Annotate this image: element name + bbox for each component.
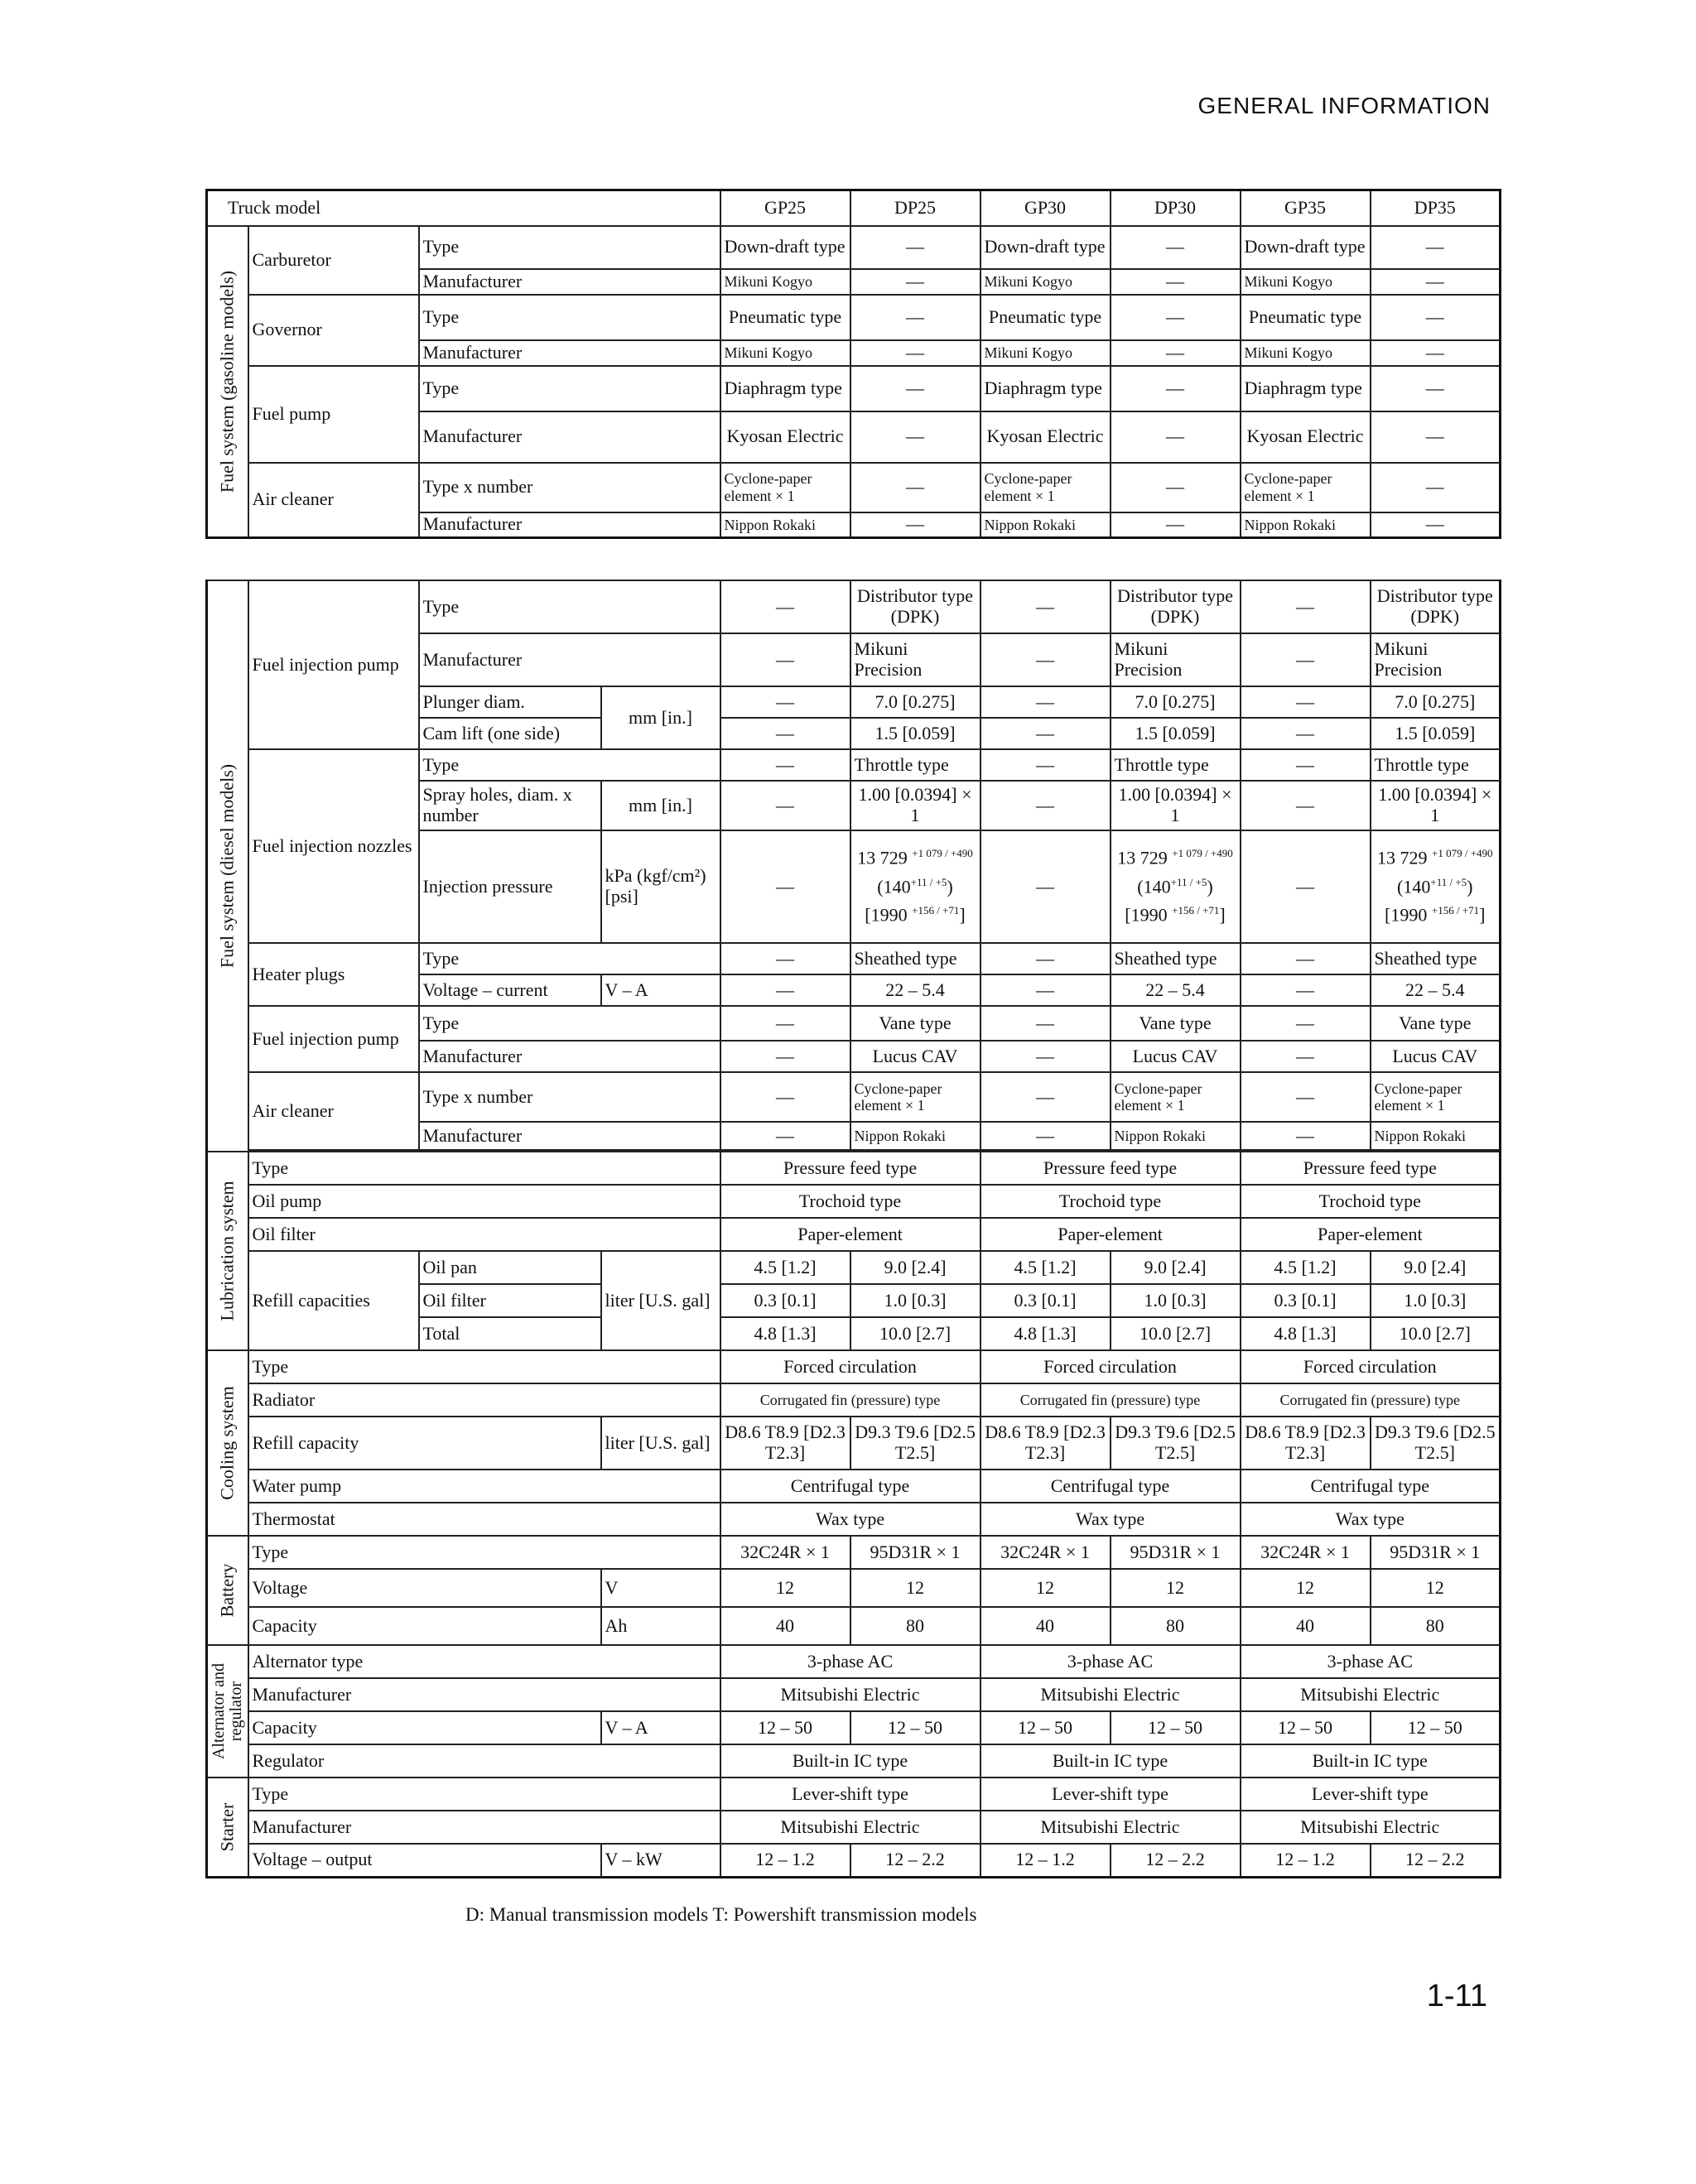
oil-pan-label: Oil pan [419, 1251, 601, 1284]
dash: — [1111, 512, 1241, 538]
starter-type-30: Lever-shift type [980, 1778, 1241, 1811]
dash: — [1111, 340, 1241, 366]
dp25-pressure: 13 729 $^{+1 079 / +490}$ $(140^{+11 / +5})$ [1990 $^{+156 / +71}$] [850, 830, 980, 943]
alt-mfr-label: Manufacturer [248, 1678, 720, 1711]
dash: — [1371, 269, 1501, 295]
dash: — [720, 781, 850, 830]
dash: — [720, 686, 850, 718]
carburetor-label: Carburetor [248, 226, 419, 295]
thermostat-label: Thermostat [248, 1503, 720, 1536]
dash: — [1371, 463, 1501, 512]
model-gp25: GP25 [720, 190, 850, 226]
page-header: GENERAL INFORMATION [1197, 93, 1491, 118]
cleaner-mfr-label: Manufacturer [419, 512, 720, 538]
starter-mfr-label: Manufacturer [248, 1811, 720, 1844]
gp35-cleaner-type: Cyclone-paper element × 1 [1241, 463, 1371, 512]
gp35-carb-type: Down-draft type [1241, 226, 1371, 269]
alt-va-unit: V – A [601, 1711, 720, 1744]
regulator-35: Built-in IC type [1241, 1744, 1501, 1778]
model-gp35: GP35 [1241, 190, 1371, 226]
dp35-plunger: 7.0 [0.275] [1371, 686, 1501, 718]
dp35-ah: 80 [1371, 1607, 1501, 1645]
dash: — [1111, 226, 1241, 269]
starter-type-35: Lever-shift type [1241, 1778, 1501, 1811]
dash: — [1371, 340, 1501, 366]
model-gp30: GP30 [980, 190, 1111, 226]
gp35-pump-type: Diaphragm type [1241, 366, 1371, 411]
refill-label: Refill capacities [248, 1251, 419, 1350]
dp25-total: 10.0 [2.7] [850, 1317, 980, 1350]
inj-pressure-label: Injection pressure [419, 830, 601, 943]
cooling-refill-label: Refill capacity [248, 1417, 601, 1470]
battery-voltage-label: Voltage [248, 1569, 601, 1607]
dash: — [1241, 943, 1371, 974]
gp30-cleaner-mfr: Nippon Rokaki [980, 512, 1111, 538]
dp35-cam: 1.5 [0.059] [1371, 718, 1501, 749]
dp30-oil-pan: 9.0 [2.4] [1111, 1251, 1241, 1284]
dp25-plunger: 7.0 [0.275] [850, 686, 980, 718]
oil-filter-label: Oil filter [248, 1218, 720, 1251]
dp25-heater-type: Sheathed type [850, 943, 980, 974]
dash: — [980, 974, 1111, 1006]
dash: — [980, 580, 1111, 633]
dash: — [1241, 749, 1371, 781]
dp25-pump-type: Distributor type (DPK) [850, 580, 980, 633]
dash: — [1111, 366, 1241, 411]
dash: — [720, 718, 850, 749]
alt-mfr-30: Mitsubishi Electric [980, 1678, 1241, 1711]
gp25-output: 12 – 1.2 [720, 1844, 850, 1877]
thermostat-30: Wax type [980, 1503, 1241, 1536]
gp35-oil-pan: 4.5 [1.2] [1241, 1251, 1371, 1284]
dp30-oil-filter: 1.0 [0.3] [1111, 1284, 1241, 1317]
water-pump-35: Centrifugal type [1241, 1470, 1501, 1503]
inj-pump-type-label: Type [419, 580, 720, 633]
gp35-gov-type: Pneumatic type [1241, 295, 1371, 340]
gp25-ah: 40 [720, 1607, 850, 1645]
dash: — [980, 943, 1111, 974]
battery-capacity-label: Capacity [248, 1607, 601, 1645]
injection-pump2-label: Fuel injection pump [248, 1006, 419, 1072]
dp25-pump2-mfr: Lucus CAV [850, 1041, 980, 1072]
va-unit: V – A [601, 974, 720, 1006]
dash: — [850, 269, 980, 295]
water-pump-25: Centrifugal type [720, 1470, 980, 1503]
gp25-carb-type: Down-draft type [720, 226, 850, 269]
cooling-type-25: Forced circulation [720, 1350, 980, 1383]
truck-model-label: Truck model [207, 190, 720, 226]
dp25-coolant: D9.3 T9.6 [D2.5 T2.5] [850, 1417, 980, 1470]
model-dp30: DP30 [1111, 190, 1241, 226]
battery-type-label: Type [248, 1536, 720, 1569]
dash: — [1111, 411, 1241, 463]
starter-type-label: Type [248, 1778, 720, 1811]
dp30-total: 10.0 [2.7] [1111, 1317, 1241, 1350]
pump-type-label: Type [419, 366, 720, 411]
gp35-pump-mfr: Kyosan Electric [1241, 411, 1371, 463]
dp25-oil-filter: 1.0 [0.3] [850, 1284, 980, 1317]
section-alternator: Alternator and regulator [207, 1645, 248, 1778]
diesel-cleaner-mfr-label: Manufacturer [419, 1122, 720, 1150]
dp25-output: 12 – 2.2 [850, 1844, 980, 1877]
dp25-spray: 1.00 [0.0394] × 1 [850, 781, 980, 830]
cooling-type-label: Type [248, 1350, 720, 1383]
dp30-coolant: D9.3 T9.6 [D2.5 T2.5] [1111, 1417, 1241, 1470]
gp25-pump-mfr: Kyosan Electric [720, 411, 850, 463]
dp25-pump2-type: Vane type [850, 1006, 980, 1041]
oil-filter-35: Paper-element [1241, 1218, 1501, 1251]
oil-filter-30: Paper-element [980, 1218, 1241, 1251]
spray-label: Spray holes, diam. x number [419, 781, 601, 830]
gp25-total: 4.8 [1.3] [720, 1317, 850, 1350]
heater-type-label: Type [419, 943, 720, 974]
gp30-alt-cap: 12 – 50 [980, 1711, 1111, 1744]
gp30-pump-type: Diaphragm type [980, 366, 1111, 411]
gp30-oil-filter: 0.3 [0.1] [980, 1284, 1111, 1317]
starter-type-25: Lever-shift type [720, 1778, 980, 1811]
dash: — [1241, 1041, 1371, 1072]
gp-dp25-lube-type: Pressure feed type [720, 1152, 980, 1185]
dp25-cleaner-type: Cyclone-paper element × 1 [850, 1072, 980, 1122]
dash: — [720, 633, 850, 686]
gp30-gov-type: Pneumatic type [980, 295, 1111, 340]
model-dp25: DP25 [850, 190, 980, 226]
dp35-spray: 1.00 [0.0394] × 1 [1371, 781, 1501, 830]
v-unit: V [601, 1569, 720, 1607]
dp25-cleaner-mfr: Nippon Rokaki [850, 1122, 980, 1150]
dp35-voltage: 12 [1371, 1569, 1501, 1607]
pump2-mfr-label: Manufacturer [419, 1041, 720, 1072]
cooling-type-35: Forced circulation [1241, 1350, 1501, 1383]
ah-unit: Ah [601, 1607, 720, 1645]
dash: — [1241, 580, 1371, 633]
dash: — [720, 580, 850, 633]
gp30-coolant: D8.6 T8.9 [D2.3 T2.3] [980, 1417, 1111, 1470]
oil-pump-25: Trochoid type [720, 1185, 980, 1218]
dp30-voltage: 12 [1111, 1569, 1241, 1607]
dash: — [720, 1072, 850, 1122]
dash: — [1111, 269, 1241, 295]
dp35-heater-type: Sheathed type [1371, 943, 1501, 974]
dp35-oil-filter: 1.0 [0.3] [1371, 1284, 1501, 1317]
dp35-cleaner-type: Cyclone-paper element × 1 [1371, 1072, 1501, 1122]
gp35-oil-filter: 0.3 [0.1] [1241, 1284, 1371, 1317]
dash: — [1241, 633, 1371, 686]
nozzles-label: Fuel injection nozzles [248, 749, 419, 943]
alt-type-35: 3-phase AC [1241, 1645, 1501, 1678]
dp25-pump-mfr: Mikuni Precision [850, 633, 980, 686]
dp30-ah: 80 [1111, 1607, 1241, 1645]
plunger-label: Plunger diam. [419, 686, 601, 718]
gp25-oil-filter: 0.3 [0.1] [720, 1284, 850, 1317]
vkw-unit: V – kW [601, 1844, 720, 1877]
oil-pump-label: Oil pump [248, 1185, 720, 1218]
gp35-cleaner-mfr: Nippon Rokaki [1241, 512, 1371, 538]
section-lubrication: Lubrication system [207, 1152, 248, 1350]
injection-pump-label: Fuel injection pump [248, 580, 419, 749]
dash: — [980, 781, 1111, 830]
starter-mfr-25: Mitsubishi Electric [720, 1811, 980, 1844]
gp25-cleaner-type: Cyclone-paper element × 1 [720, 463, 850, 512]
air-cleaner-label: Air cleaner [248, 463, 419, 538]
dash: — [850, 411, 980, 463]
gp35-output: 12 – 1.2 [1241, 1844, 1371, 1877]
section-fuel-diesel: Fuel system (diesel models) [207, 580, 248, 1152]
pump-mfr-label: Manufacturer [419, 411, 720, 463]
gp30-voltage: 12 [980, 1569, 1111, 1607]
dp30-pressure: 13 729 $^{+1 079 / +490}$ $(140^{+11 / +5})$ [1990 $^{+156 / +71}$] [1111, 830, 1241, 943]
model-dp35: DP35 [1371, 190, 1501, 226]
oil-filter2-label: Oil filter [419, 1284, 601, 1317]
dp25-oil-pan: 9.0 [2.4] [850, 1251, 980, 1284]
dash: — [720, 1041, 850, 1072]
alt-type-25: 3-phase AC [720, 1645, 980, 1678]
starter-mfr-30: Mitsubishi Electric [980, 1811, 1241, 1844]
page-number: 1-11 [1426, 1979, 1487, 2013]
dash: — [720, 830, 850, 943]
nozzle-type-label: Type [419, 749, 720, 781]
oil-filter-25: Paper-element [720, 1218, 980, 1251]
specifications-table-lower [205, 580, 1501, 1879]
gp35-ah: 40 [1241, 1607, 1371, 1645]
gp35-carb-mfr: Mikuni Kogyo [1241, 269, 1371, 295]
dash: — [980, 1041, 1111, 1072]
mm-unit-spray: mm [in.] [601, 781, 720, 830]
dash: — [980, 749, 1111, 781]
dp35-battery: 95D31R × 1 [1371, 1536, 1501, 1569]
dp25-heater-val: 22 – 5.4 [850, 974, 980, 1006]
section-cooling: Cooling system [207, 1350, 248, 1536]
alternator-type-label: Alternator type [248, 1645, 720, 1678]
gp25-carb-mfr: Mikuni Kogyo [720, 269, 850, 295]
alt-mfr-35: Mitsubishi Electric [1241, 1678, 1501, 1711]
dp35-heater-val: 22 – 5.4 [1371, 974, 1501, 1006]
dash: — [1111, 463, 1241, 512]
dp35-pressure: 13 729 $^{+1 079 / +490}$ $(140^{+11 / +5})$ [1990 $^{+156 / +71}$] [1371, 830, 1501, 943]
dp25-alt-cap: 12 – 50 [850, 1711, 980, 1744]
gp30-gov-mfr: Mikuni Kogyo [980, 340, 1111, 366]
gov-type-label: Type [419, 295, 720, 340]
dash: — [720, 749, 850, 781]
gp-dp35-lube-type: Pressure feed type [1241, 1152, 1501, 1185]
pump2-type-label: Type [419, 1006, 720, 1041]
dp30-plunger: 7.0 [0.275] [1111, 686, 1241, 718]
radiator-25: Corrugated fin (pressure) type [720, 1383, 980, 1417]
radiator-35: Corrugated fin (pressure) type [1241, 1383, 1501, 1417]
dp35-alt-cap: 12 – 50 [1371, 1711, 1501, 1744]
section-starter: Starter [207, 1778, 248, 1877]
gp35-alt-cap: 12 – 50 [1241, 1711, 1371, 1744]
dash: — [1371, 226, 1501, 269]
dp35-total: 10.0 [2.7] [1371, 1317, 1501, 1350]
gov-mfr-label: Manufacturer [419, 340, 720, 366]
dp30-cleaner-mfr: Nippon Rokaki [1111, 1122, 1241, 1150]
dash: — [850, 340, 980, 366]
cleaner-type-label: Type x number [419, 463, 720, 512]
dp25-ah: 80 [850, 1607, 980, 1645]
dash: — [1371, 411, 1501, 463]
diesel-air-cleaner-label: Air cleaner [248, 1072, 419, 1150]
diesel-cleaner-type-label: Type x number [419, 1072, 720, 1122]
cooling-liter-unit: liter [U.S. gal] [601, 1417, 720, 1470]
dp25-battery: 95D31R × 1 [850, 1536, 980, 1569]
gp25-cleaner-mfr: Nippon Rokaki [720, 512, 850, 538]
section-battery: Battery [207, 1536, 248, 1645]
dash: — [1241, 1122, 1371, 1150]
starter-mfr-35: Mitsubishi Electric [1241, 1811, 1501, 1844]
dash: — [850, 366, 980, 411]
dash: — [720, 1122, 850, 1150]
dp25-cam: 1.5 [0.059] [850, 718, 980, 749]
dash: — [1371, 512, 1501, 538]
lube-type-label: Type [248, 1152, 720, 1185]
total-label: Total [419, 1317, 601, 1350]
dash: — [1241, 781, 1371, 830]
pressure-unit: kPa (kgf/cm²) [psi] [601, 830, 720, 943]
carb-mfr-label: Manufacturer [419, 269, 720, 295]
dash: — [1241, 718, 1371, 749]
gp35-voltage: 12 [1241, 1569, 1371, 1607]
dp30-alt-cap: 12 – 50 [1111, 1711, 1241, 1744]
dash: — [980, 830, 1111, 943]
water-pump-label: Water pump [248, 1470, 720, 1503]
inj-pump-mfr-label: Manufacturer [419, 633, 720, 686]
dash: — [980, 1006, 1111, 1041]
dash: — [850, 226, 980, 269]
gp30-battery: 32C24R × 1 [980, 1536, 1111, 1569]
dash: — [850, 295, 980, 340]
dash: — [980, 686, 1111, 718]
heater-label: Heater plugs [248, 943, 419, 1006]
gp35-coolant: D8.6 T8.9 [D2.3 T2.3] [1241, 1417, 1371, 1470]
alt-type-30: 3-phase AC [980, 1645, 1241, 1678]
dp35-pump2-type: Vane type [1371, 1006, 1501, 1041]
dp30-pump2-mfr: Lucus CAV [1111, 1041, 1241, 1072]
radiator-30: Corrugated fin (pressure) type [980, 1383, 1241, 1417]
gp25-pump-type: Diaphragm type [720, 366, 850, 411]
dp30-heater-val: 22 – 5.4 [1111, 974, 1241, 1006]
dash: — [1241, 686, 1371, 718]
gp25-oil-pan: 4.5 [1.2] [720, 1251, 850, 1284]
regulator-30: Built-in IC type [980, 1744, 1241, 1778]
cooling-type-30: Forced circulation [980, 1350, 1241, 1383]
dash: — [1111, 295, 1241, 340]
dp30-cam: 1.5 [0.059] [1111, 718, 1241, 749]
dp30-pump-type: Distributor type (DPK) [1111, 580, 1241, 633]
dash: — [1241, 830, 1371, 943]
dp30-heater-type: Sheathed type [1111, 943, 1241, 974]
voltage-current-label: Voltage – current [419, 974, 601, 1006]
gp30-ah: 40 [980, 1607, 1111, 1645]
gp35-total: 4.8 [1.3] [1241, 1317, 1371, 1350]
carb-type-label: Type [419, 226, 720, 269]
dash: — [1241, 1006, 1371, 1041]
dp30-nozzle-type: Throttle type [1111, 749, 1241, 781]
specifications-table [205, 189, 1501, 539]
thermostat-25: Wax type [720, 1503, 980, 1536]
gp35-gov-mfr: Mikuni Kogyo [1241, 340, 1371, 366]
dash: — [980, 1072, 1111, 1122]
gp30-oil-pan: 4.5 [1.2] [980, 1251, 1111, 1284]
mm-unit: mm [in.] [601, 686, 720, 749]
dp30-cleaner-type: Cyclone-paper element × 1 [1111, 1072, 1241, 1122]
gp30-carb-mfr: Mikuni Kogyo [980, 269, 1111, 295]
dash: — [1241, 1072, 1371, 1122]
dash: — [720, 1006, 850, 1041]
dp30-battery: 95D31R × 1 [1111, 1536, 1241, 1569]
radiator-label: Radiator [248, 1383, 720, 1417]
oil-pump-35: Trochoid type [1241, 1185, 1501, 1218]
dash: — [1371, 366, 1501, 411]
dp35-nozzle-type: Throttle type [1371, 749, 1501, 781]
dp30-spray: 1.00 [0.0394] × 1 [1111, 781, 1241, 830]
gp25-alt-cap: 12 – 50 [720, 1711, 850, 1744]
gp30-output: 12 – 1.2 [980, 1844, 1111, 1877]
dp35-pump2-mfr: Lucus CAV [1371, 1041, 1501, 1072]
dash: — [720, 974, 850, 1006]
gp35-battery: 32C24R × 1 [1241, 1536, 1371, 1569]
dp35-coolant: D9.3 T9.6 [D2.5 T2.5] [1371, 1417, 1501, 1470]
dash: — [980, 718, 1111, 749]
dp35-pump-mfr: Mikuni Precision [1371, 633, 1501, 686]
regulator-25: Built-in IC type [720, 1744, 980, 1778]
dash: — [1241, 974, 1371, 1006]
dp30-output: 12 – 2.2 [1111, 1844, 1241, 1877]
gp30-cleaner-type: Cyclone-paper element × 1 [980, 463, 1111, 512]
dp30-pump-mfr: Mikuni Precision [1111, 633, 1241, 686]
dash: — [850, 512, 980, 538]
dp35-cleaner-mfr: Nippon Rokaki [1371, 1122, 1501, 1150]
regulator-label: Regulator [248, 1744, 720, 1778]
cam-lift-label: Cam lift (one side) [419, 718, 601, 749]
gp25-gov-type: Pneumatic type [720, 295, 850, 340]
dash: — [980, 633, 1111, 686]
dash: — [980, 1122, 1111, 1150]
dp35-pump-type: Distributor type (DPK) [1371, 580, 1501, 633]
dp35-output: 12 – 2.2 [1371, 1844, 1501, 1877]
gp-dp30-lube-type: Pressure feed type [980, 1152, 1241, 1185]
voltage-output-label: Voltage – output [248, 1844, 601, 1877]
gp30-carb-type: Down-draft type [980, 226, 1111, 269]
oil-pump-30: Trochoid type [980, 1185, 1241, 1218]
gp30-pump-mfr: Kyosan Electric [980, 411, 1111, 463]
dash: — [720, 943, 850, 974]
gp25-coolant: D8.6 T8.9 [D2.3 T2.3] [720, 1417, 850, 1470]
dp25-voltage: 12 [850, 1569, 980, 1607]
water-pump-30: Centrifugal type [980, 1470, 1241, 1503]
liter-unit: liter [U.S. gal] [601, 1251, 720, 1350]
gp25-battery: 32C24R × 1 [720, 1536, 850, 1569]
gp25-voltage: 12 [720, 1569, 850, 1607]
governor-label: Governor [248, 295, 419, 366]
alt-mfr-25: Mitsubishi Electric [720, 1678, 980, 1711]
alt-capacity-label: Capacity [248, 1711, 601, 1744]
dp35-oil-pan: 9.0 [2.4] [1371, 1251, 1501, 1284]
footnote: D: Manual transmission models T: Powershift transmission models [465, 1904, 977, 1925]
gp25-gov-mfr: Mikuni Kogyo [720, 340, 850, 366]
section-fuel-gas: Fuel system (gasoline models) [207, 226, 248, 538]
fuel-pump-label: Fuel pump [248, 366, 419, 463]
dash: — [850, 463, 980, 512]
dp25-nozzle-type: Throttle type [850, 749, 980, 781]
dp30-pump2-type: Vane type [1111, 1006, 1241, 1041]
dash: — [1371, 295, 1501, 340]
gp30-total: 4.8 [1.3] [980, 1317, 1111, 1350]
thermostat-35: Wax type [1241, 1503, 1501, 1536]
